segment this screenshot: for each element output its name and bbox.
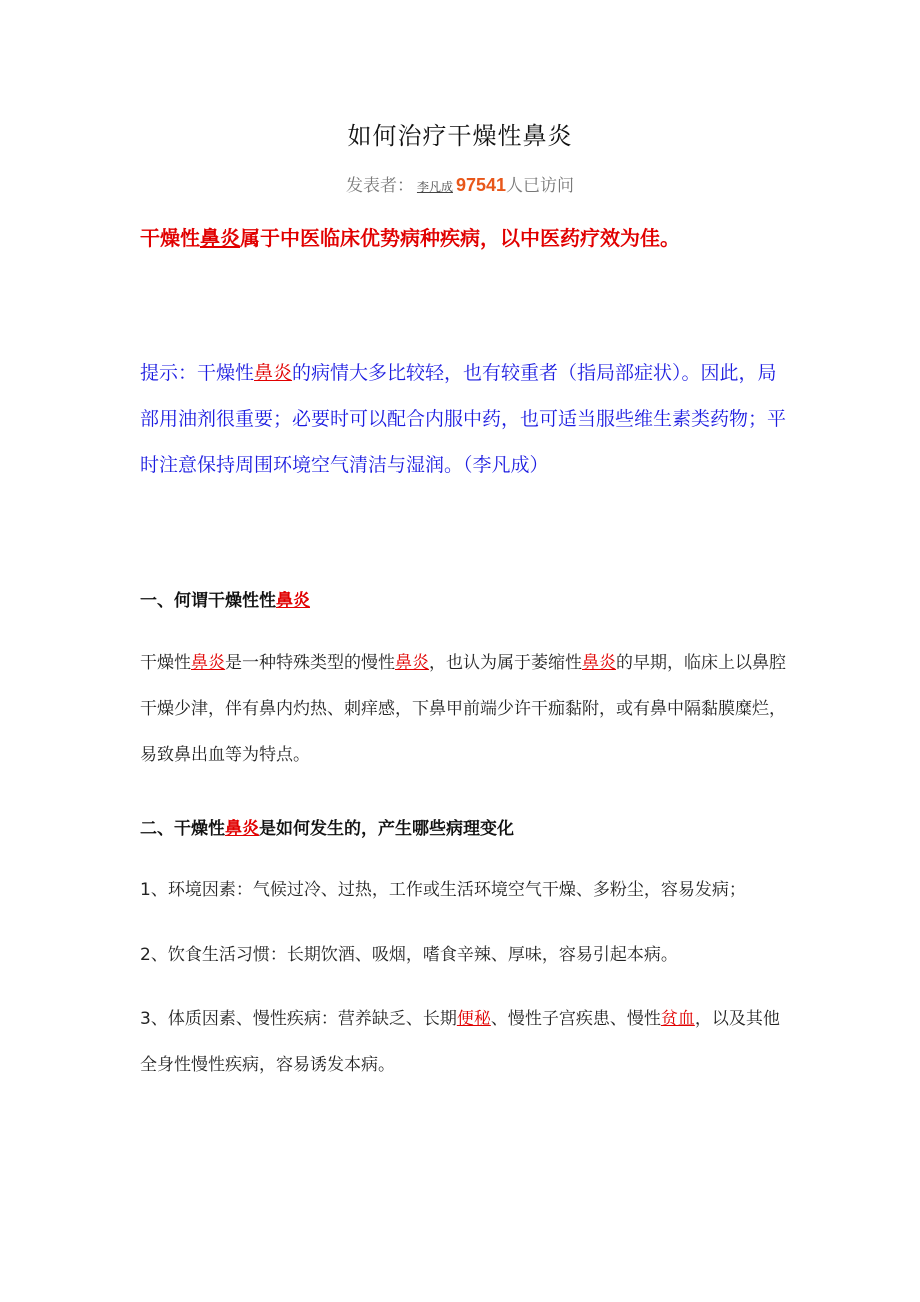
keyword-link[interactable]: 鼻炎 <box>276 591 310 611</box>
section-heading-1 <box>140 586 310 611</box>
list-text: ，以及其他全身性慢性疾病，容易诱发本病。 <box>140 1009 780 1075</box>
list-text: 、慢性子宫疾患、慢性 <box>490 1009 661 1029</box>
keyword-link[interactable]: 贫血 <box>660 1009 695 1029</box>
tip-text: 的病情大多比较轻，也有较重者（指局部症状）。因此，局部用油剂很重要；必要时可以配合内服中药，也可适当服些维生素类药物；平时注意保持周围环境空气清洁与湿润。（李凡成） <box>140 362 787 476</box>
lead-text: 干燥性 <box>140 226 200 250</box>
paragraph-text: ，也认为属于萎缩性 <box>429 653 582 673</box>
list-text: 3、体质因素、慢性疾病：营养缺乏、长期 <box>140 1009 457 1029</box>
author-link[interactable]: 李凡成 <box>416 180 453 194</box>
article-meta <box>0 171 920 196</box>
lead-text: 属于中医临床优势病种疾病，以中医药疗效为佳。 <box>240 226 680 250</box>
keyword-link[interactable]: 鼻炎 <box>200 226 240 250</box>
keyword-link[interactable]: 鼻炎 <box>582 653 616 673</box>
keyword-link[interactable]: 鼻炎 <box>254 362 293 384</box>
heading-text: 一、何谓干燥性性 <box>140 591 276 611</box>
meta-suffix: 人已访问 <box>506 176 575 196</box>
paragraph-text: 的早期，临床上以鼻腔干燥少津，伴有鼻内灼热、刺痒感，下鼻甲前端少许干痂黏附，或有鼻中隔黏膜糜烂，易致鼻出血等为特点。 <box>140 653 786 765</box>
section1-paragraph <box>140 640 790 778</box>
list-item-3 <box>140 996 790 1088</box>
tip-text: 提示：干燥性 <box>140 362 255 384</box>
meta-prefix: 发表者： <box>345 176 414 196</box>
visit-count: 97541 <box>455 175 507 195</box>
list-item-1: 1、环境因素：气候过冷、过热，工作或生活环境空气干燥、多粉尘，容易发病； <box>140 880 746 900</box>
tip-paragraph <box>140 350 790 488</box>
keyword-link[interactable]: 鼻炎 <box>395 653 429 673</box>
section-heading-2 <box>140 814 514 839</box>
keyword-link[interactable]: 鼻炎 <box>225 819 259 839</box>
heading-text: 是如何发生的，产生哪些病理变化 <box>259 819 514 839</box>
paragraph-text: 是一种特殊类型的慢性 <box>225 653 395 673</box>
keyword-link[interactable]: 便秘 <box>456 1009 491 1029</box>
paragraph-text: 干燥性 <box>140 653 191 673</box>
keyword-link[interactable]: 鼻炎 <box>191 653 225 673</box>
heading-text: 二、干燥性 <box>140 819 225 839</box>
lead-statement <box>140 222 800 251</box>
article-title: 如何治疗干燥性鼻炎 <box>347 122 573 150</box>
list-item-2: 2、饮食生活习惯：长期饮酒、吸烟，嗜食辛辣、厚味，容易引起本病。 <box>140 945 678 965</box>
